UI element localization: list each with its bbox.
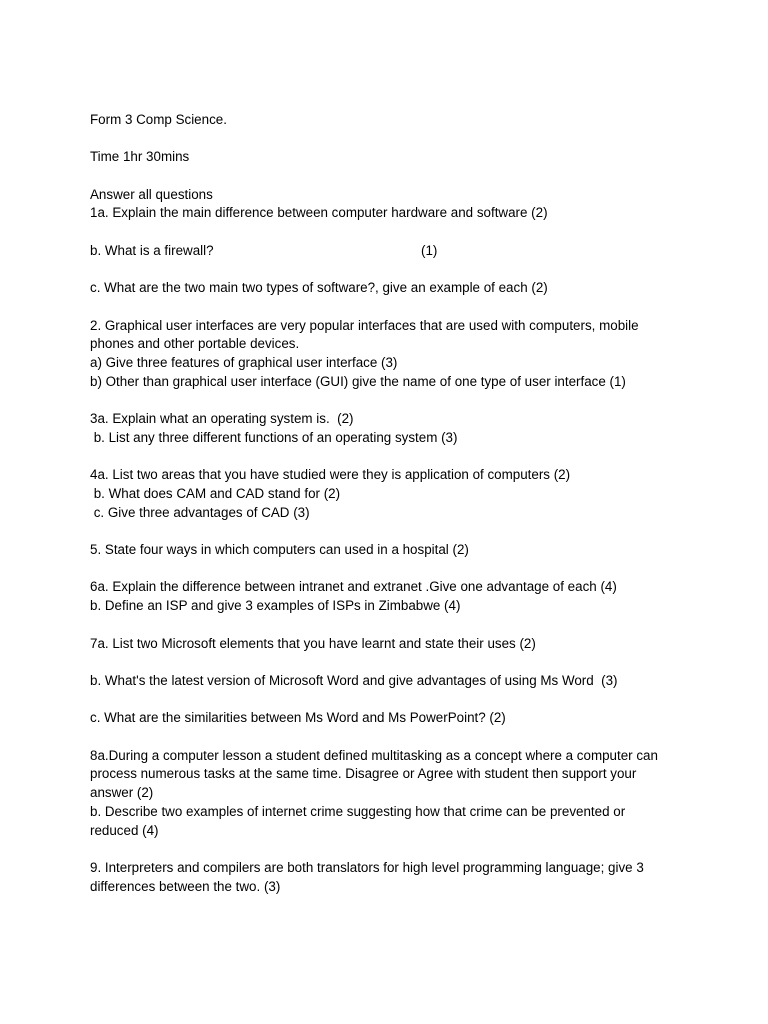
spacer xyxy=(90,522,690,541)
question-2-stem-line1: 2. Graphical user interfaces are very popular interfaces that are used with computers, mobile xyxy=(90,317,639,333)
spacer xyxy=(90,223,690,242)
spacer xyxy=(90,448,690,467)
question-1c: c. What are the two main two types of software?, give an example of each (2) xyxy=(90,280,548,296)
spacer xyxy=(90,840,690,859)
question-2a: a) Give three features of graphical user interface (3) xyxy=(90,355,398,371)
paper-title: Form 3 Comp Science. xyxy=(90,112,227,127)
question-6a: 6a. Explain the difference between intranet and extranet .Give one advantage of each (4) xyxy=(90,579,617,595)
exam-paper xyxy=(90,111,690,896)
question-3a: 3a. Explain what an operating system is. (2) xyxy=(90,411,354,427)
question-1a: 1a. Explain the main difference between computer hardware and software (2) xyxy=(90,205,548,221)
question-9-line1: 9. Interpreters and compilers are both translators for high level programming language; give 3 xyxy=(90,859,644,875)
question-8a-line3: answer (2) xyxy=(90,785,154,801)
question-1b xyxy=(90,242,690,261)
time-allowed: Time 1hr 30mins xyxy=(90,149,190,165)
question-2b: b) Other than graphical user interface (GUI) give the name of one type of user interface (1) xyxy=(90,373,626,389)
instructions: Answer all questions xyxy=(90,186,213,202)
spacer xyxy=(90,560,690,579)
question-4c: c. Give three advantages of CAD (3) xyxy=(90,504,310,520)
question-1b-marks: (1) xyxy=(421,242,438,258)
question-8b-line1: b. Describe two examples of internet crime suggesting how that crime can be prevented or xyxy=(90,803,626,819)
question-7a: 7a. List two Microsoft elements that you have learnt and state their uses (2) xyxy=(90,635,536,651)
question-8a-line1: 8a.During a computer lesson a student defined multitasking as a concept where a computer can xyxy=(90,747,658,763)
spacer xyxy=(90,728,690,747)
question-7c: c. What are the similarities between Ms Word and Ms PowerPoint? (2) xyxy=(90,710,506,726)
question-4a: 4a. List two areas that you have studied were they is application of computers (2) xyxy=(90,467,571,483)
question-4b: b. What does CAM and CAD stand for (2) xyxy=(90,485,341,501)
spacer xyxy=(90,167,690,186)
question-3b: b. List any three different functions of an operating system (3) xyxy=(90,429,458,445)
spacer xyxy=(90,130,690,149)
question-7b: b. What's the latest version of Microsoft Word and give advantages of using Ms Word (3) xyxy=(90,672,618,688)
question-6b: b. Define an ISP and give 3 examples of ISPs in Zimbabwe (4) xyxy=(90,598,461,614)
spacer xyxy=(90,691,690,710)
spacer xyxy=(90,261,690,280)
spacer xyxy=(90,391,690,410)
question-1b-text: b. What is a firewall? xyxy=(90,242,214,258)
question-8a-line2: process numerous tasks at the same time. Disagree or Agree with student then support your xyxy=(90,766,637,782)
question-5: 5. State four ways in which computers can used in a hospital (2) xyxy=(90,542,469,558)
question-2-stem-line2: phones and other portable devices. xyxy=(90,336,300,352)
spacer xyxy=(90,616,690,635)
question-9-line2: differences between the two. (3) xyxy=(90,878,281,894)
spacer xyxy=(90,298,690,317)
spacer xyxy=(90,653,690,672)
question-8b-line2: reduced (4) xyxy=(90,822,159,838)
